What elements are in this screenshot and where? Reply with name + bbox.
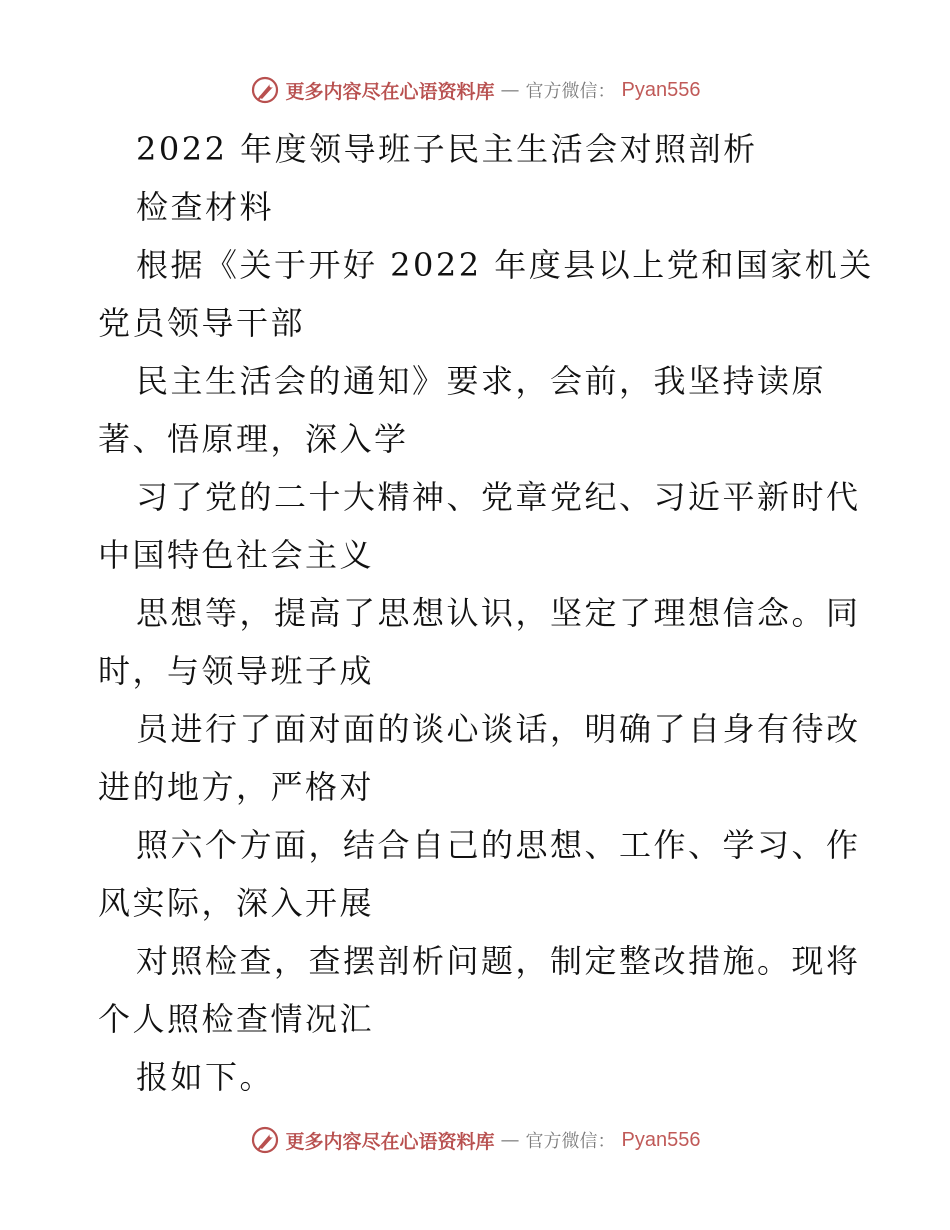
- document-title-line-1: 2022 年度领导班子民主生活会对照剖析: [136, 130, 758, 168]
- watermark-wechat-label: 官方微信：: [525, 1131, 616, 1152]
- watermark-brand-text: 更多内容尽在心语资料库: [285, 1130, 495, 1153]
- watermark-group: [250, 75, 701, 105]
- paragraph-line: 个人照检查情况汇: [98, 1000, 375, 1038]
- paragraph-line: 时，与领导班子成: [98, 652, 375, 690]
- footer-watermark: [0, 1122, 950, 1158]
- paragraph-line: 思想等，提高了思想认识，坚定了理想信念。同: [136, 594, 861, 632]
- paragraph-line: 进的地方，严格对: [98, 768, 375, 806]
- watermark-wechat-id: Pyan556: [621, 1128, 701, 1151]
- paragraph-line: 员进行了面对面的谈心谈话，明确了自身有待改: [136, 710, 861, 748]
- paragraph-line: 风实际，深入开展: [98, 884, 375, 922]
- document-body: [98, 120, 874, 1106]
- paragraph-line: 报如下。: [136, 1058, 275, 1096]
- header-watermark: [0, 72, 950, 108]
- paragraph-line: 著、悟原理，深入学: [98, 420, 409, 458]
- document-title-line-2: 检查材料: [136, 188, 275, 226]
- paragraph-line: 根据《关于开好 2022 年度县以上党和国家机关: [136, 246, 874, 284]
- watermark-group: [250, 1125, 701, 1155]
- paragraph-line: 习了党的二十大精神、党章党纪、习近平新时代: [136, 478, 861, 516]
- watermark-wechat-label: 官方微信：: [525, 81, 616, 102]
- watermark-brand-text: 更多内容尽在心语资料库: [285, 80, 495, 103]
- paragraph-line: 照六个方面，结合自己的思想、工作、学习、作: [136, 826, 861, 864]
- paragraph-line: 党员领导干部: [98, 304, 306, 342]
- paragraph-line: 中国特色社会主义: [98, 536, 375, 574]
- watermark-separator: —: [500, 1129, 520, 1151]
- watermark-wechat-id: Pyan556: [621, 78, 701, 101]
- paragraph-line: 对照检查，查摆剖析问题，制定整改措施。现将: [136, 942, 861, 980]
- watermark-separator: —: [500, 79, 520, 101]
- quill-pen-logo-icon: [250, 75, 280, 105]
- quill-pen-logo-icon: [250, 1125, 280, 1155]
- paragraph-line: 民主生活会的通知》要求，会前，我坚持读原: [136, 362, 827, 400]
